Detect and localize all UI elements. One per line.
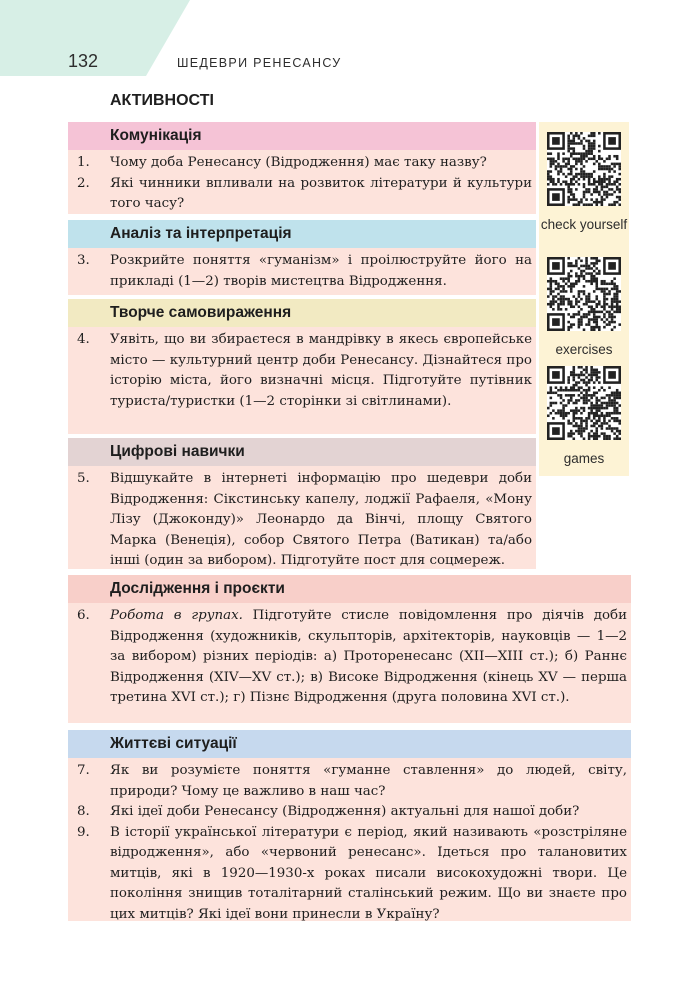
item-number: 2. [77, 175, 90, 191]
item-number: 3. [77, 253, 90, 268]
item-text: Відшукайте в інтернеті інформацію про шедеври доби Відродження: Сікстинську капелу, лоджії Рафаеля, «Мону Лізу (Джоконду)» Леонардо да Вінчі, площу Святого Марка (Венеція), собор Святого Петра (Ватикан) та/або інші (один за вибором). Підготуйте пост для соцмереж. [110, 471, 532, 568]
list-item [68, 251, 532, 292]
list-item [68, 761, 627, 802]
list-item [68, 153, 532, 174]
item-text: В історії української літератури є період, який називають «розстріляне відродження», або «червоний ренесанс». Ідеться про талановитих митців, які в 1920—1930-х роках писали високохудожні твори. Це покоління знищив тоталітарний сталінський режим. Що ви знаєте про цих митців? Які ідеї вони принесли в Україну? [110, 824, 627, 922]
section-life-situations [68, 730, 631, 921]
item-text: Уявіть, що ви збираєтеся в мандрівку в якесь європейське місто — культурний центр доби Ренесансу. Дізнайтеся про історію міста, його визначні місця. Підготуйте путівник туриста/туристки (1—2 сторінки зі світлинами). [110, 332, 532, 409]
section-digital [68, 438, 536, 569]
qr-label-games: games [563, 451, 605, 466]
list-item [68, 802, 627, 823]
item-number: 1. [77, 155, 90, 170]
section-title: Комунікація [68, 122, 536, 150]
section-title: Життєві ситуації [68, 730, 631, 758]
item-number: 4. [77, 332, 90, 347]
section-research [68, 575, 631, 723]
section-title: Творче самовираження [68, 299, 536, 327]
item-number: 6. [77, 608, 90, 623]
running-title: ШЕДЕВРИ РЕНЕСАНСУ [177, 56, 342, 70]
section-communication [68, 122, 536, 214]
item-text: Розкрийте поняття «гуманізм» і проілюструйте його на прикладі (1—2) творів мистецтва Відродження. [110, 253, 532, 289]
item-number: 5. [77, 471, 90, 486]
qr-sidebar [539, 122, 629, 476]
qr-code-icon[interactable] [547, 132, 621, 206]
qr-label-exercises: exercises [555, 342, 613, 357]
list-item [68, 174, 532, 215]
qr-label-check-yourself: check yourself [540, 217, 628, 232]
section-creative [68, 299, 536, 434]
qr-code-icon[interactable] [547, 366, 621, 440]
qr-code-icon[interactable] [547, 257, 621, 331]
list-item [68, 330, 532, 412]
item-text [110, 606, 627, 709]
list-item [68, 823, 627, 926]
activities-heading: АКТИВНОСТІ [110, 92, 214, 109]
item-number: 8. [77, 804, 90, 819]
section-analysis [68, 220, 536, 295]
item-number: 7. [77, 763, 90, 778]
section-title: Дослідження і проєкти [68, 575, 631, 603]
item-text-rest: Підготуйте стисле повідомлення про діячів доби Відродження (художників, скульпторів, архітекторів, науковців — 1—2 за вибором) різних періодів: а) Проторенесанс (XII—XIII ст.); б) Раннє Відродження (XIV—XV ст.); в) Високе Відродження (кінець XV — перша третина XVI ст.); г) Пізнє Відродження (друга половина XVI ст.). [110, 608, 627, 705]
list-item [68, 469, 532, 572]
item-text: Які ідеї доби Ренесансу (Відродження) актуальні для нашої доби? [110, 804, 580, 819]
item-text: Які чинники впливали на розвиток літератури й культури того часу? [110, 175, 532, 211]
item-italic-lead: Робота в групах. [110, 608, 243, 623]
item-text: Чому доба Ренесансу (Відродження) має таку назву? [110, 155, 487, 170]
page-number: 132 [68, 51, 99, 71]
item-text: Як ви розумієте поняття «гуманне ставлення» до людей, світу, природи? Чому це важливо в наш час? [110, 763, 627, 799]
item-number: 9. [77, 824, 90, 840]
section-title: Аналіз та інтерпретація [68, 220, 536, 248]
section-title: Цифрові навички [68, 438, 536, 466]
list-item [68, 606, 627, 709]
